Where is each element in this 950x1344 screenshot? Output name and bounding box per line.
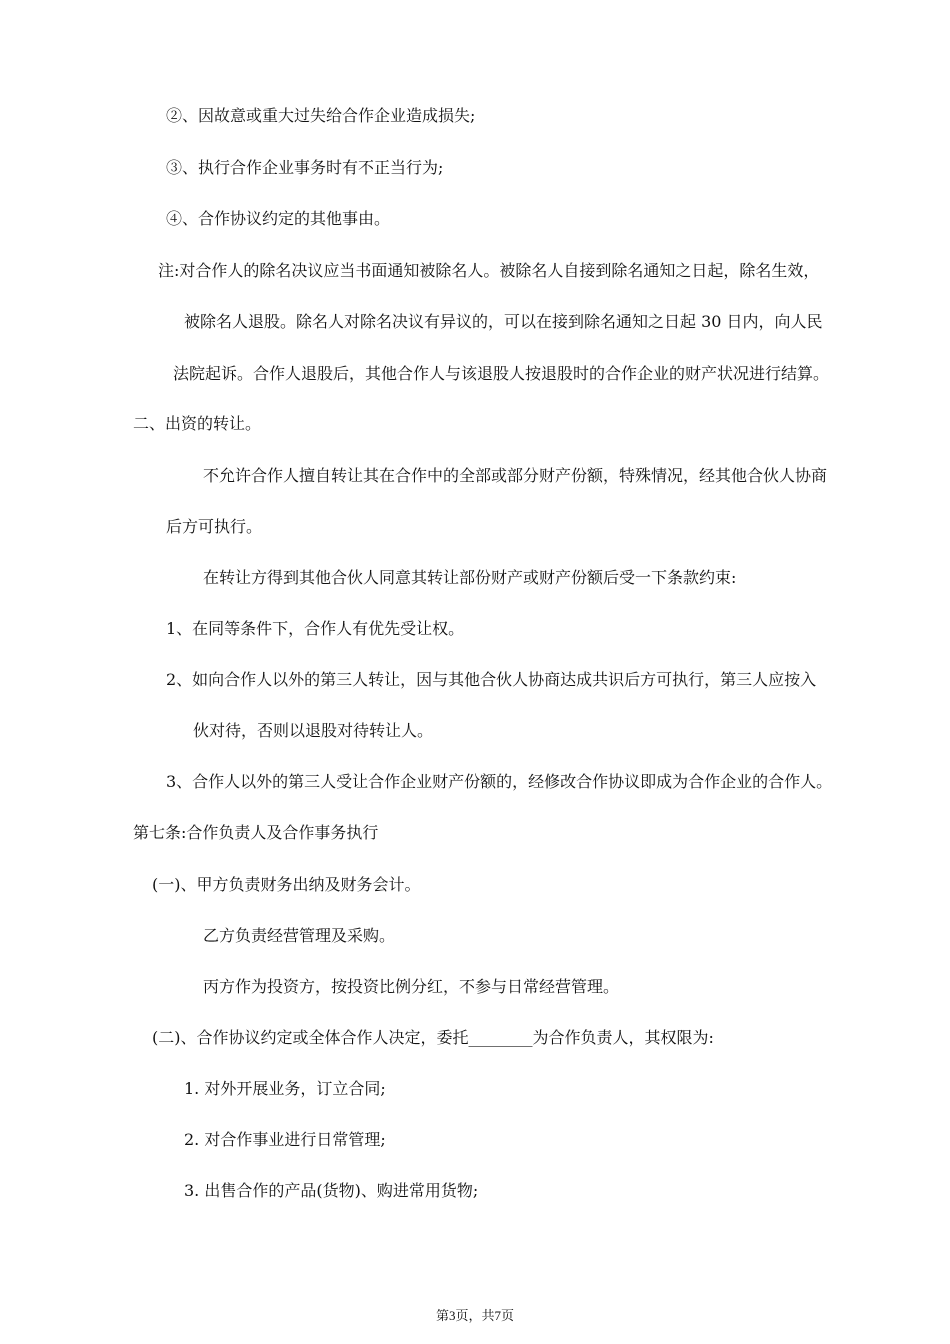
list-item-2-cont: 伙对待，否则以退股对待转让人。 bbox=[193, 721, 434, 740]
authority-item-1: 1. 对外开展业务，订立合同; bbox=[184, 1079, 386, 1098]
note-line-1: 注:对合作人的除名决议应当书面通知被除名人。被除名人自接到除名通知之日起，除名生效， bbox=[158, 261, 820, 280]
text-line-4: 不允许合作人擅自转让其在合作中的全部或部分财产份额，特殊情况，经其他合伙人协商 bbox=[203, 466, 828, 485]
text-line-7: 乙方负责经营管理及采购。 bbox=[203, 926, 396, 945]
text-line-2: ③、执行合作企业事务时有不正当行为; bbox=[166, 158, 444, 177]
note-line-2: 被除名人退股。除名人对除名决议有异议的，可以在接到除名通知之日起 30 日内，向人民 bbox=[184, 312, 823, 331]
text-line-5: 后方可执行。 bbox=[166, 517, 263, 536]
article-heading-7: 第七条:合作负责人及合作事务执行 bbox=[133, 823, 379, 842]
text-line-8: 丙方作为投资方，按投资比例分红，不参与日常经营管理。 bbox=[203, 977, 620, 996]
note-line-3: 法院起诉。合作人退股后，其他合作人与该退股人按退股时的合作企业的财产状况进行结算。 bbox=[173, 364, 830, 383]
authority-item-2: 2. 对合作事业进行日常管理; bbox=[184, 1130, 386, 1149]
text-line-1: ②、因故意或重大过失给合作企业造成损失; bbox=[166, 106, 476, 125]
list-item-1: 1、在同等条件下，合作人有优先受让权。 bbox=[166, 619, 465, 638]
subsection-1: (一)、甲方负责财务出纳及财务会计。 bbox=[152, 875, 421, 894]
text-line-3: ④、合作协议约定的其他事由。 bbox=[166, 209, 391, 228]
list-item-2: 2、如向合作人以外的第三人转让，因与其他合伙人协商达成共识后方可执行，第三人应按入 bbox=[166, 670, 817, 689]
authority-item-3: 3. 出售合作的产品(货物)、购进常用货物; bbox=[184, 1181, 479, 1200]
section-heading-transfer: 二、出资的转让。 bbox=[133, 414, 262, 433]
text-line-6: 在转让方得到其他合伙人同意其转让部份财产或财产份额后受一下条款约束: bbox=[203, 568, 737, 587]
list-item-3: 3、合作人以外的第三人受让合作企业财产份额的，经修改合作协议即成为合作企业的合作人。 bbox=[166, 772, 833, 791]
page-number-footer: 第3页，共7页 bbox=[435, 1308, 514, 1323]
subsection-2: (二)、合作协议约定或全体合作人决定，委托________为合作负责人，其权限为: bbox=[152, 1028, 714, 1047]
